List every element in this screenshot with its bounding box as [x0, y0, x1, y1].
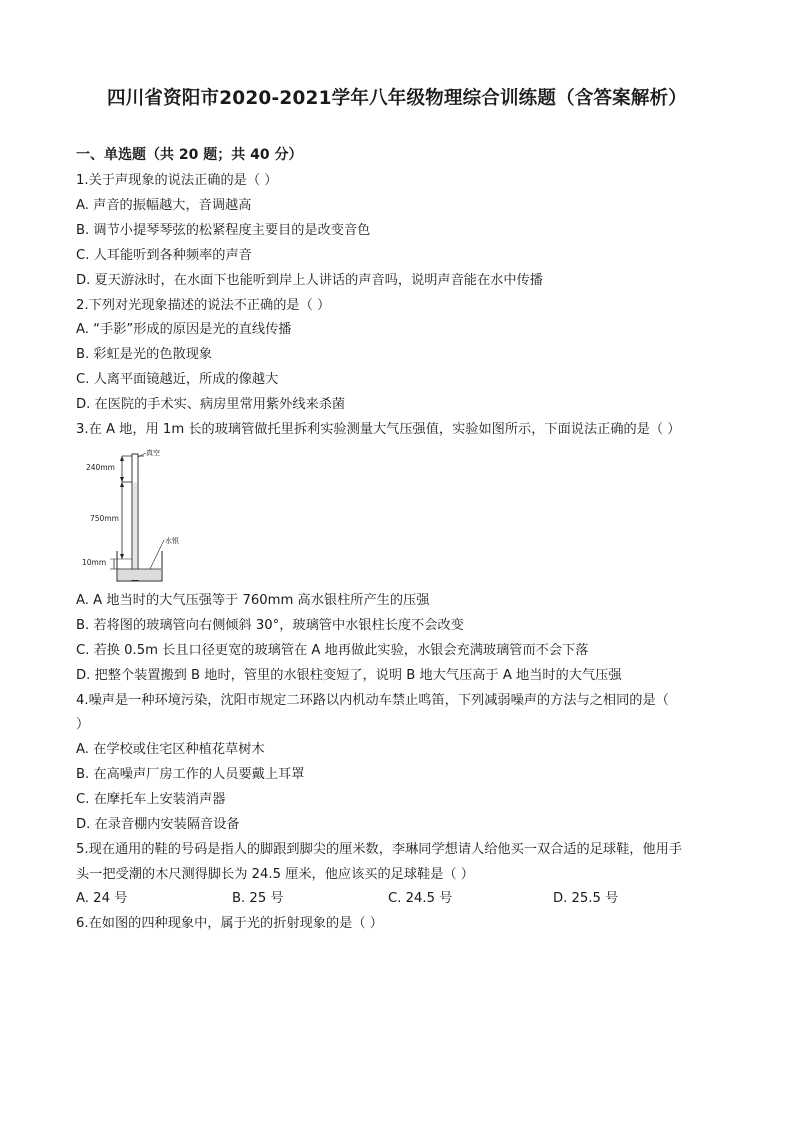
- torricelli-figure: [80, 447, 220, 584]
- dish-mercury: [118, 569, 161, 580]
- label-240mm: 240mm: [86, 463, 115, 472]
- question-4-option-c: C. 在摩托车上安装消声器: [76, 792, 226, 807]
- question-5-option-b: B. 25 号: [232, 891, 284, 906]
- question-5-option-a: A. 24 号: [76, 891, 128, 906]
- dim-240-arrow-up: [120, 456, 124, 461]
- question-1-option-c: C. 人耳能听到各种频率的声音: [76, 248, 252, 263]
- label-mercury: 水银: [165, 537, 179, 545]
- question-4-option-b: B. 在高噪声厂房工作的人员要戴上耳罩: [76, 767, 305, 782]
- question-6-stem: 6.在如图的四种现象中，属于光的折射现象的是（ ）: [76, 916, 383, 931]
- question-1-option-b: B. 调节小提琴琴弦的松紧程度主要目的是改变音色: [76, 223, 371, 238]
- question-2-option-b: B. 彩虹是光的色散现象: [76, 347, 213, 362]
- question-1-option-d: D. 夏天游泳时，在水面下也能听到岸上人讲话的声音吗，说明声音能在水中传播: [76, 273, 543, 288]
- label-750mm: 750mm: [90, 514, 119, 523]
- dim-750-arrow-up: [120, 482, 124, 487]
- document-title: 四川省资阳市2020-2021学年八年级物理综合训练题（含答案解析）: [107, 88, 687, 109]
- question-2-option-a: A. “手影”形成的原因是光的直线传播: [76, 322, 292, 337]
- question-3-option-b: B. 若将图的玻璃管向右侧倾斜 30°，玻璃管中水银柱长度不会改变: [76, 618, 464, 633]
- mercury-column: [133, 482, 137, 578]
- question-5-option-c: C. 24.5 号: [388, 891, 453, 906]
- question-3-option-d: D. 把整个装置搬到 B 地时，管里的水银柱变短了，说明 B 地大气压高于 A 地当时的大气压强: [76, 668, 622, 683]
- question-4-option-d: D. 在录音棚内安装隔音设备: [76, 817, 240, 832]
- question-5-option-d: D. 25.5 号: [553, 891, 619, 906]
- question-2-stem: 2.下列对光现象描述的说法不正确的是（ ）: [76, 298, 331, 313]
- question-3-option-a: A. A 地当时的大气压强等于 760mm 高水银柱所产生的压强: [76, 593, 430, 608]
- question-4-option-a: A. 在学校或住宅区种植花草树木: [76, 742, 265, 757]
- dim-750-arrow-down: [120, 554, 124, 559]
- label-vacuum: 真空: [146, 449, 160, 457]
- question-2-option-d: D. 在医院的手术实、病房里常用紫外线来杀菌: [76, 397, 346, 412]
- question-3-stem: 3.在 A 地，用 1m 长的玻璃管做托里拆利实验测量大气压强值，实验如图所示，下面说法正确的是（ ）: [76, 422, 681, 437]
- label-10mm: 10mm: [82, 558, 107, 567]
- dim-240-arrow-down: [120, 477, 124, 482]
- question-4-stem: 4.噪声是一种环境污染，沈阳市规定二环路以内机动车禁止鸣笛，下列减弱噪声的方法与之相同的是（: [76, 693, 669, 708]
- question-1-option-a: A. 声音的振幅越大，音调越高: [76, 198, 252, 213]
- question-3-option-c: C. 若换 0.5m 长且口径更宽的玻璃管在 A 地再做此实验，水银会充满玻璃管而不会下落: [76, 643, 589, 658]
- question-1-stem: 1.关于声现象的说法正确的是（ ）: [76, 173, 278, 188]
- section-heading: 一、单选题（共 20 题；共 40 分）: [76, 147, 303, 163]
- question-5-stem-continued: 头一把受潮的木尺测得脚长为 24.5 厘米，他应该买的足球鞋是（ ）: [76, 867, 474, 882]
- question-2-option-c: C. 人离平面镜越近，所成的像越大: [76, 372, 279, 387]
- question-4-stem-continued: ）: [76, 717, 90, 732]
- question-5-stem: 5.现在通用的鞋的号码是指人的脚跟到脚尖的厘米数，李琳同学想请人给他买一双合适的足球鞋，他用手: [76, 842, 683, 857]
